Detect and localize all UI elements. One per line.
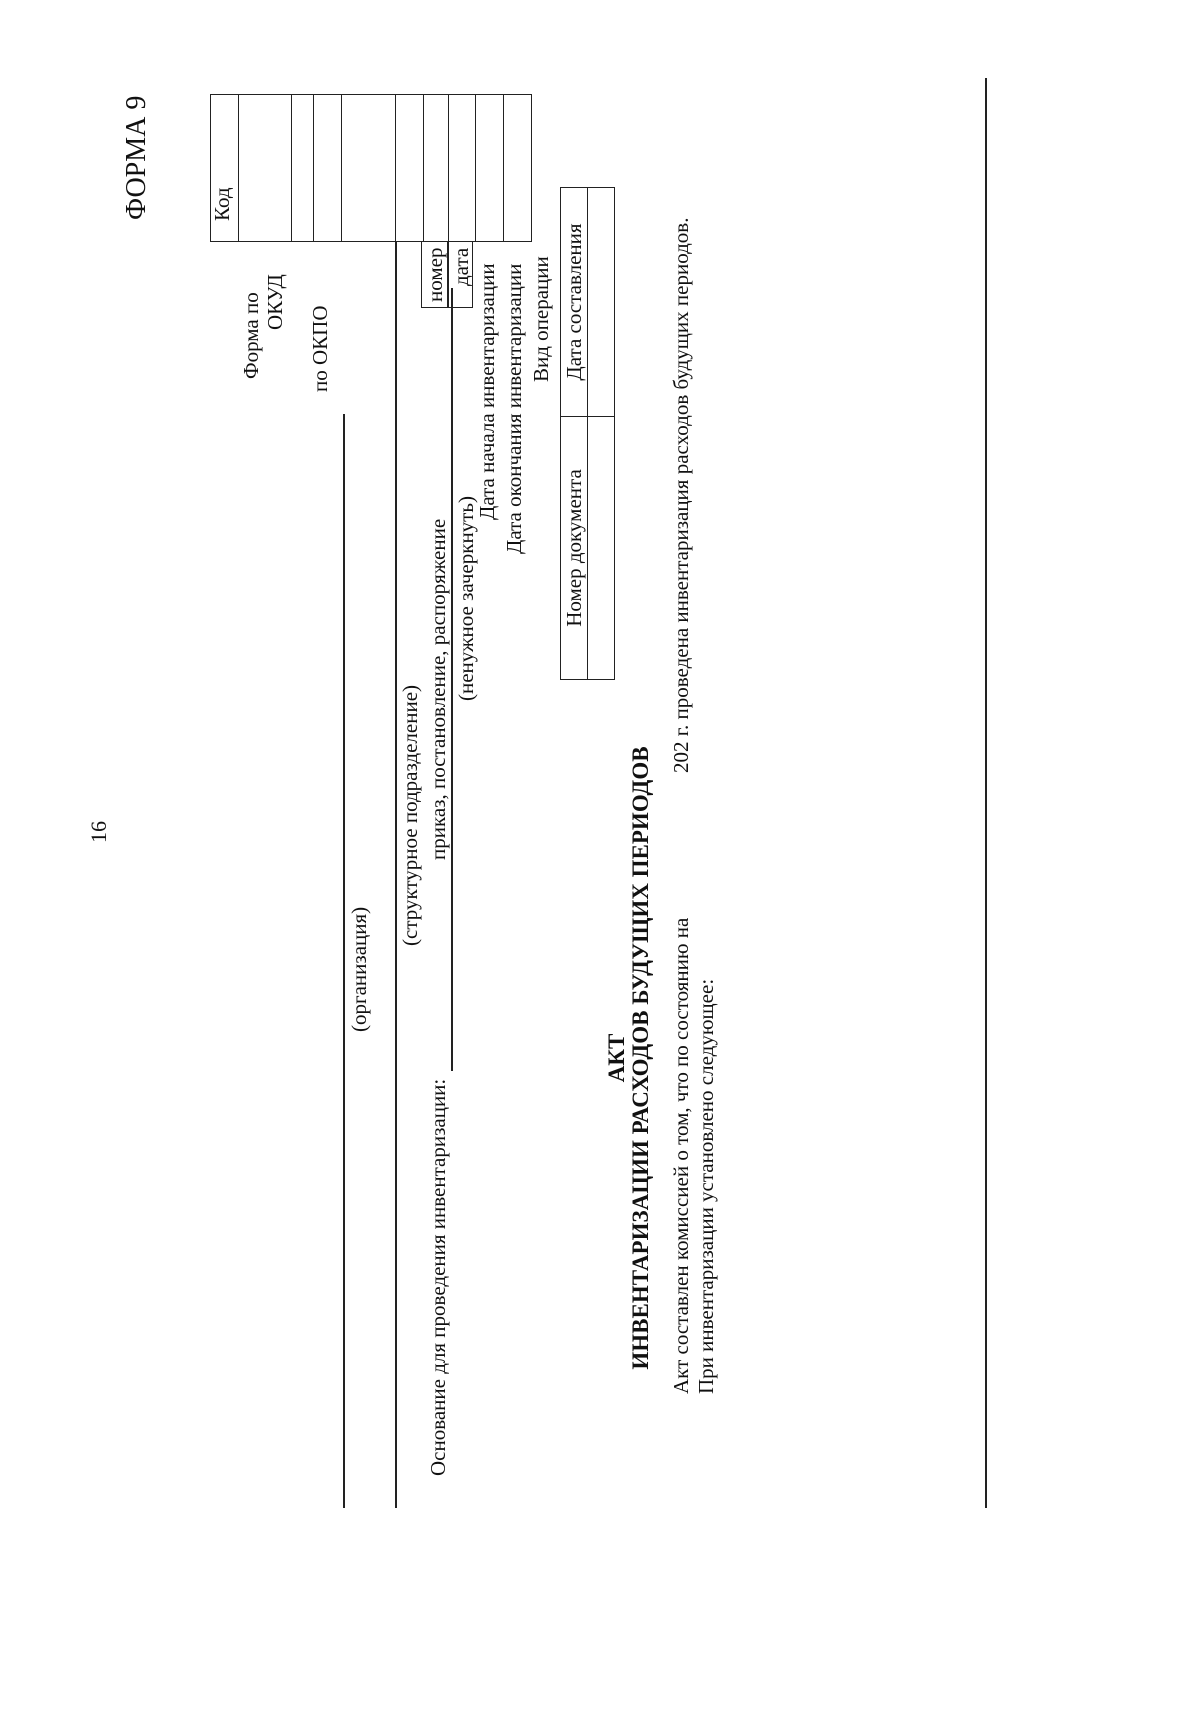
- document-number-header: Номер документа: [561, 417, 588, 680]
- start-date-label: Дата начала инвентаризации: [475, 263, 499, 520]
- code-table: [210, 94, 532, 242]
- code-start-date-cell[interactable]: [449, 95, 476, 242]
- form-okud-label-1: Форма по: [239, 292, 263, 379]
- document-date-value[interactable]: [588, 188, 615, 417]
- body-line-2: При инвентаризации установлено следующее:: [694, 978, 718, 1394]
- code-org-cell[interactable]: [342, 95, 396, 242]
- okpo-label: по ОКПО: [308, 305, 332, 392]
- code-header: Код: [210, 187, 234, 221]
- page-number-text: 16: [86, 821, 111, 843]
- basis-note: (ненужное зачеркнуть): [454, 496, 478, 701]
- code-date-cell[interactable]: [424, 95, 449, 242]
- basis-line[interactable]: [451, 288, 453, 1071]
- code-end-date-cell[interactable]: [476, 95, 504, 242]
- code-okud-cell[interactable]: [239, 95, 292, 242]
- basis-label: Основание для проведения инвентаризации:: [426, 1078, 450, 1476]
- form-okud-label-2: ОКУД: [263, 274, 287, 330]
- code-number-cell[interactable]: [396, 95, 424, 242]
- operation-label: Вид операции: [529, 256, 553, 382]
- body-line-1-start: Акт составлен комиссией о том, что по состоянию на: [669, 917, 693, 1394]
- act-title: АКТ: [604, 1033, 629, 1083]
- document-date-header: Дата составления: [561, 188, 588, 417]
- body-line-1-end: 202 г. проведена инвентаризация расходов будущих периодов.: [669, 217, 693, 773]
- code-operation-cell[interactable]: [504, 95, 532, 242]
- bottom-frame-line: [985, 78, 987, 1508]
- organization-line[interactable]: [343, 414, 345, 1508]
- subdivision-line[interactable]: [395, 242, 397, 1508]
- subdivision-caption: (структурное подразделение): [398, 684, 422, 946]
- code-blank-cell[interactable]: [292, 95, 314, 242]
- date-label: дата: [449, 247, 473, 286]
- organization-caption: (организация): [347, 906, 371, 1032]
- rotated-form-sheet: [0, 16, 1200, 1716]
- code-okpo-cell[interactable]: [314, 95, 342, 242]
- number-label: номер: [423, 247, 447, 302]
- act-subtitle: ИНВЕНТАРИЗАЦИИ РАСХОДОВ БУДУЩИХ ПЕРИОДОВ: [628, 746, 653, 1370]
- code-header-cell: [211, 95, 239, 242]
- end-date-label: Дата окончания инвентаризации: [502, 263, 526, 554]
- basis-options: приказ, постановление, распоряжение: [426, 518, 450, 860]
- form-label: ФОРМА 9: [121, 95, 152, 220]
